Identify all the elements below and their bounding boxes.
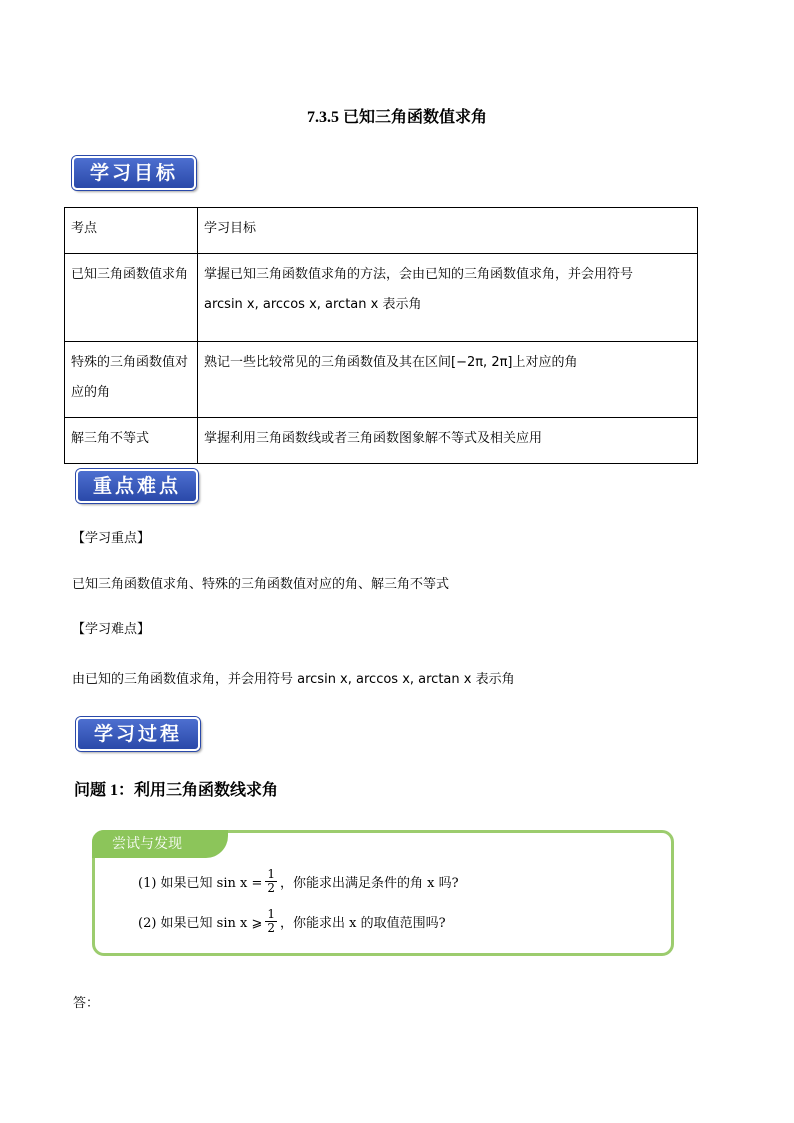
goal-cell: 熟记一些比较常见的三角函数值及其在区间[−2π, 2π]上对应的角 — [198, 342, 698, 418]
try-and-discover-tag: 尝试与发现 — [92, 830, 228, 858]
header-topic: 考点 — [65, 208, 198, 254]
item1-suffix: ，你能求出满足条件的角 x 吗? — [280, 876, 459, 891]
topic-cell: 解三角不等式 — [65, 418, 198, 464]
question-1-heading: 问题 1：利用三角函数线求角 — [74, 782, 279, 799]
table-row — [65, 254, 698, 342]
fraction-one-half — [265, 908, 277, 935]
fraction-denominator: 2 — [267, 881, 276, 895]
topic-cell: 特殊的三角函数值对应的角 — [65, 342, 198, 418]
fraction-numerator: 1 — [267, 907, 276, 921]
table-row — [65, 342, 698, 418]
badge-key-points: 重点难点 — [76, 469, 198, 503]
goal-line-1: 掌握已知三角函数值求角的方法，会由已知的三角函数值求角，并会用符号 — [204, 267, 634, 282]
table-row — [65, 208, 698, 254]
topic-cell: 已知三角函数值求角 — [65, 254, 198, 342]
item2-suffix: ，你能求出 x 的取值范围吗? — [280, 916, 446, 931]
badge-learning-goals: 学习目标 — [72, 156, 196, 190]
fraction-denominator: 2 — [267, 921, 276, 935]
difficulty-text: 由已知的三角函数值求角，并会用符号 arcsin x, arccos x, arctan x 表示角 — [72, 672, 515, 687]
table-row — [65, 418, 698, 464]
focus-label: 【学习重点】 — [72, 531, 151, 546]
item1-prefix: (1) 如果已知 sin x = — [138, 876, 263, 891]
goal-cell: 掌握利用三角函数线或者三角函数图象解不等式及相关应用 — [198, 418, 698, 464]
badge-learning-process: 学习过程 — [76, 717, 200, 751]
goal-line-2: arcsin x, arccos x, arctan x 表示角 — [204, 297, 422, 312]
goals-table — [64, 207, 698, 464]
exercise-item-2 — [138, 908, 446, 935]
header-goal: 学习目标 — [198, 208, 698, 254]
fraction-one-half — [265, 868, 277, 895]
exercise-item-1 — [138, 868, 459, 895]
difficulty-label: 【学习难点】 — [72, 622, 151, 637]
item2-prefix: (2) 如果已知 sin x ⩾ — [138, 916, 263, 931]
fraction-numerator: 1 — [267, 867, 276, 881]
focus-text: 已知三角函数值求角、特殊的三角函数值对应的角、解三角不等式 — [72, 577, 450, 592]
page-title: 7.3.5 已知三角函数值求角 — [306, 109, 487, 126]
goal-cell — [198, 254, 698, 342]
answer-label: 答： — [73, 996, 100, 1011]
